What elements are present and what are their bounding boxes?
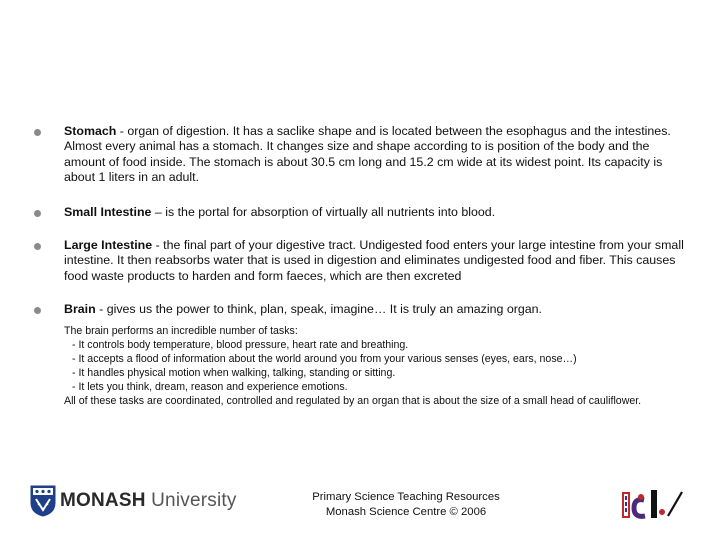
university-name-light: University	[145, 490, 237, 511]
crest-icon	[30, 485, 56, 517]
university-name-bold: MONASH	[60, 490, 146, 511]
item-text: – is the portal for absorption of virtually all nutrients into blood.	[151, 204, 496, 219]
item-title: Large Intestine	[64, 238, 153, 253]
brain-task: - It accepts a flood of information about the world around you from your various senses (eyes, ears, nose…)	[72, 352, 577, 365]
bullet-icon	[34, 129, 41, 136]
bullet-icon	[34, 243, 41, 250]
bullet-list	[34, 124, 684, 408]
bullet-icon	[34, 307, 41, 314]
item-text: - organ of digestion. It has a saclike shape and is located between the esophagus and the intestines. Almost every animal has a stomach. It changes size and shape according to is position of the body and the amount of food inside. The stomach is about 30.5 cm long and 15.2 cm wide at its widest point. Its capacity is about 1 liters in an adult.	[64, 124, 671, 185]
brain-task: - It lets you think, dream, reason and experience emotions.	[72, 380, 348, 393]
science-centre-logo-icon	[620, 486, 686, 522]
bullet-icon	[34, 210, 41, 217]
brain-task: - It handles physical motion when walking, talking, standing or sitting.	[72, 366, 396, 379]
list-item-large-intestine	[34, 238, 684, 284]
monash-university-logo	[30, 485, 237, 521]
item-text: - the final part of your digestive tract. Undigested food enters your large intestine from your small intestine. It then reabsorbs water that is used in digestion and eliminates undigested food and fiber. This causes food waste products to harden and form faeces, which are then excreted	[64, 238, 684, 283]
item-title: Small Intestine	[64, 204, 152, 219]
list-item-small-intestine	[34, 205, 684, 220]
credit-line-1: Primary Science Teaching Resources	[312, 491, 500, 503]
item-title: Stomach	[64, 124, 117, 138]
item-text: - gives us the power to think, plan, speak, imagine… It is truly an amazing organ.	[95, 302, 542, 317]
brain-task: - It controls body temperature, blood pressure, heart rate and breathing.	[72, 338, 409, 351]
list-item-stomach	[34, 124, 684, 186]
brain-details	[64, 324, 684, 408]
university-name	[60, 490, 237, 512]
list-item-brain	[34, 302, 684, 407]
brain-summary: All of these tasks are coordinated, controlled and regulated by an organ that is about the size of a small head of cauliflower.	[64, 394, 642, 407]
credit-line-2: Monash Science Centre © 2006	[325, 506, 487, 518]
brain-intro: The brain performs an incredible number of tasks:	[64, 324, 298, 337]
credit	[290, 490, 522, 520]
item-title: Brain	[64, 302, 96, 317]
